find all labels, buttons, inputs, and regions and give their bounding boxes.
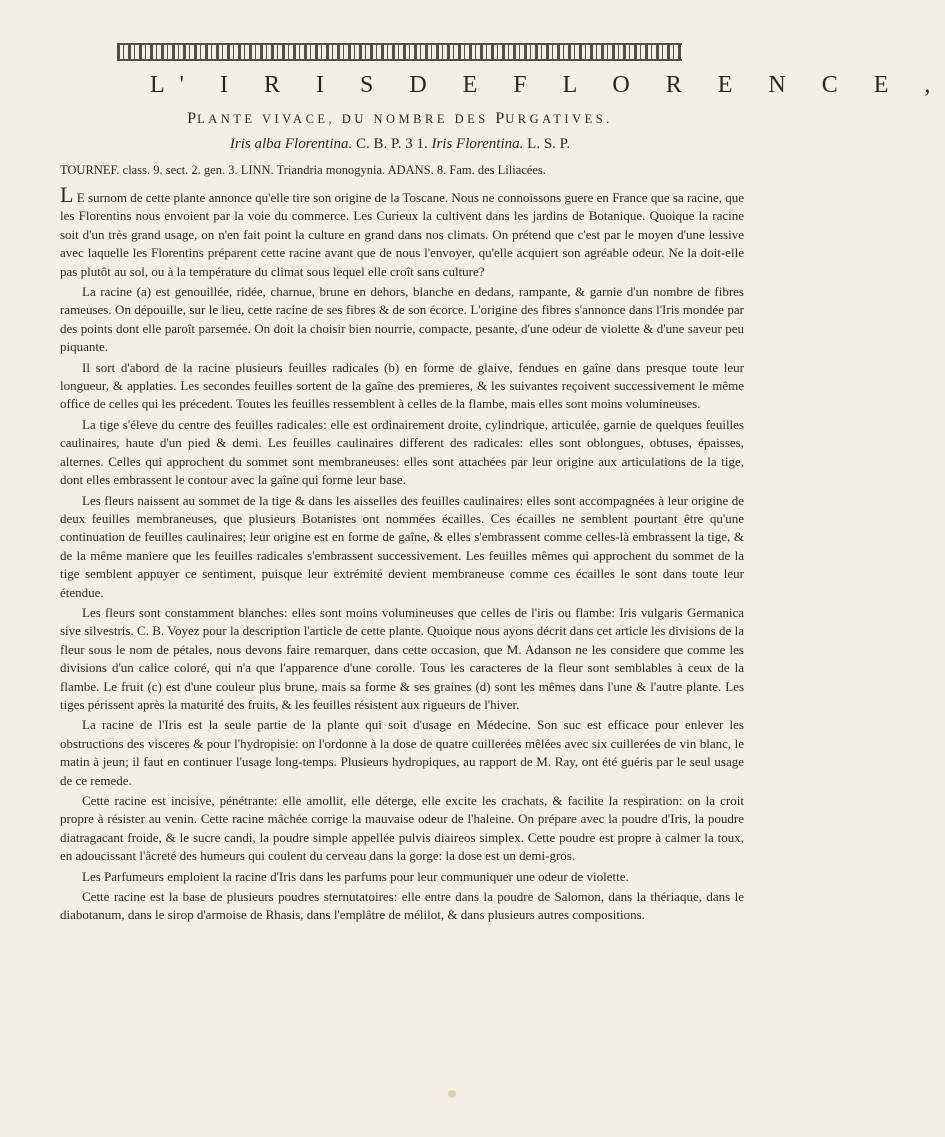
paper-stain: [448, 1090, 456, 1098]
paragraph: [60, 182, 745, 281]
synonym-ref-1: C. B. P. 3 1.: [352, 136, 432, 152]
synonyms-line: [100, 136, 700, 153]
subtitle-cap-2: P: [495, 110, 506, 127]
paragraph: Il sort d'abord de la racine plusieurs feuilles radicales (b) en forme de glaive, fendues en gaîne dans presque toute leur longueur, & applaties. Les secondes feuilles sortent de la gaîne des premieres, & les suivantes reçoivent successivement le même office de celles qui les précedent. Toutes les feuilles ressemblent à celles de la flambe, mais elles sont moins volumineuses.: [60, 359, 744, 412]
paragraph: Cette racine est la base de plusieurs poudres sternutatoires: elle entre dans la poudre de Salomon, dans la thériaque, dans le diabotanum, dans le sirop d'armoise de Rhasis, dans l'emplâtre de mélilot, & dans plusieurs autres compositions.: [60, 889, 744, 923]
subtitle-part-2: URGATIVES.: [505, 112, 613, 126]
body-text: [60, 182, 745, 927]
drop-cap: L: [60, 182, 74, 207]
paragraph: Les Parfumeurs emploient la racine d'Iris dans les parfums pour leur communiquer une odeur de violette.: [82, 868, 629, 884]
paragraph: La racine de l'Iris est la seule partie de la plante qui soit d'usage en Médecine. Son suc est efficace pour enlever les obstructions des visceres & pour l'hydropisie: on l'ordonne à la dose de quatre cuillerées mêlées avec six cuillerées de vin blanc, le matin à jeun; il faut en continuer l'usage long-temps. Plusieurs hydropiques, au rapport de M. Ray, ont été guéris par le seul usage de ce remede.: [60, 717, 744, 788]
classification-refs: TOURNEF. class. 9. sect. 2. gen. 3. LINN. Triandria monogynia. ADANS. 8. Fam. des Liliacées.: [60, 163, 546, 177]
paragraph: Les fleurs naissent au sommet de la tige & dans les aisselles des feuilles caulinaires: elles sont accompagnées à leur origine de deux feuilles membraneuses, que plusieurs Botanistes ont nommées écailles. Ces écailles ne semblent pourtant être qu'une continuation de feuilles caulinaires; leur origine est en forme de gaîne, & elles s'embrassent comme celles-là embrassent la tige, & de la même maniere que les feuilles radicales s'embrassent successivement. Les feuilles mêmes qui approchent du sommet de la tige semblent appuyer ce sentiment, puisque leur extrémité devient membraneuse comme ces écailles le sont dans toute leur étendue.: [60, 492, 744, 600]
synonym-ref-2: L. S. P.: [523, 136, 571, 152]
subtitle-part-1: LANTE VIVACE, DU NOMBRE DES: [197, 112, 496, 126]
paragraph: La racine (a) est genouillée, ridée, charnue, brune en dehors, blanche en dedans, rampante, & garnie d'un nombre de fibres rameuses. On dépouille, sur le lieu, cette racine de ses fibres & de son écorce. L'origine des fibres s'annonce dans l'Iris mondée par des points dont elle paroît parsemée. On doit la choisir bien nourrie, compacte, pesante, d'une odeur de violette & d'une saveur peu piquante.: [60, 284, 744, 355]
page-subtitle: [100, 110, 700, 128]
decorative-border: [117, 43, 682, 61]
paragraph: Cette racine est incisive, pénétrante: elle amollit, elle déterge, elle excite les crachats, & facilite la respiration: on la croit propre à résister au venin. Cette racine mâchée corrige la mauvaise odeur de l'haleine. On prépare avec la poudre d'Iris, la poudre diatragacant froide, & le sucre candi, la poudre simple appellée pulvis diaireos simplex. Cette poudre est propre à calmer la toux, en adoucissant l'âcreté des humeurs qui coulent du cerveau dans la gorge: la dose est un demi-gros.: [60, 793, 744, 864]
paragraph: La tige s'éleve du centre des feuilles radicales: elle est ordinairement droite, cylindrique, articulée, garnie de quelques feuilles caulinaires, haute d'un pied & demi. Les feuilles caulinaires different des radicales: elles sont oblongues, obtuses, épaisses, alternes. Celles qui approchent du sommet sont membraneuses: elles sont attachées par leur origine aux articulations de la tige, dont elles embrassent le contour avec la gaîne qui forme leur base.: [60, 416, 744, 488]
paragraph: Les fleurs sont constamment blanches: elles sont moins volumineuses que celles de l'iris ou flambe: Iris vulgaris Germanica sive silvestris. C. B. Voyez pour la description l'article de cette plante. Quoique nous ayons décrit dans cet article les divisions de la fleur sous le nom de pétales, nous devons faire remarquer, dans cette occasion, que M. Adanson ne les considere que comme les divisions d'un calice coloré, qui n'a que l'apparence d'une corolle. Tous les caracteres de la fleur sont semblables à ceux de la flambe. Le fruit (c) est d'une couleur plus brune, mais sa forme & ses graines (d) sont les mêmes dans l'une & l'autre plante. Les tiges périssent après la maturité des fruits, & les feuilles résistent aux rigueurs de l'hiver.: [60, 604, 744, 712]
synonym-name-1: Iris alba Florentina.: [229, 136, 353, 152]
synonym-name-2: Iris Florentina.: [431, 136, 524, 152]
paragraph-text: E surnom de cette plante annonce qu'elle tire son origine de la Toscane. Nous ne connoissons guere en France que sa racine, que les Florentins nous envoient par la voie du commerce. Les Curieux la cultivent dans les jardins de Botanique. Quoique la racine soit d'un très grand usage, on n'en fait point la culture en grand dans nos climats. On prétend que c'est par le moyen d'une lessive avec laquelle les Florentins préparent cette racine avant que de nous l'envoyer, qu'elle acquiert son agréable odeur. Ne la doit-elle pas plutôt au sol, ou à la température du climat sous lequel elle croît sans culture?: [60, 190, 745, 279]
page-title: L' I R I S D E F L O R E N C E ,: [150, 72, 945, 98]
subtitle-cap-1: P: [187, 110, 198, 127]
